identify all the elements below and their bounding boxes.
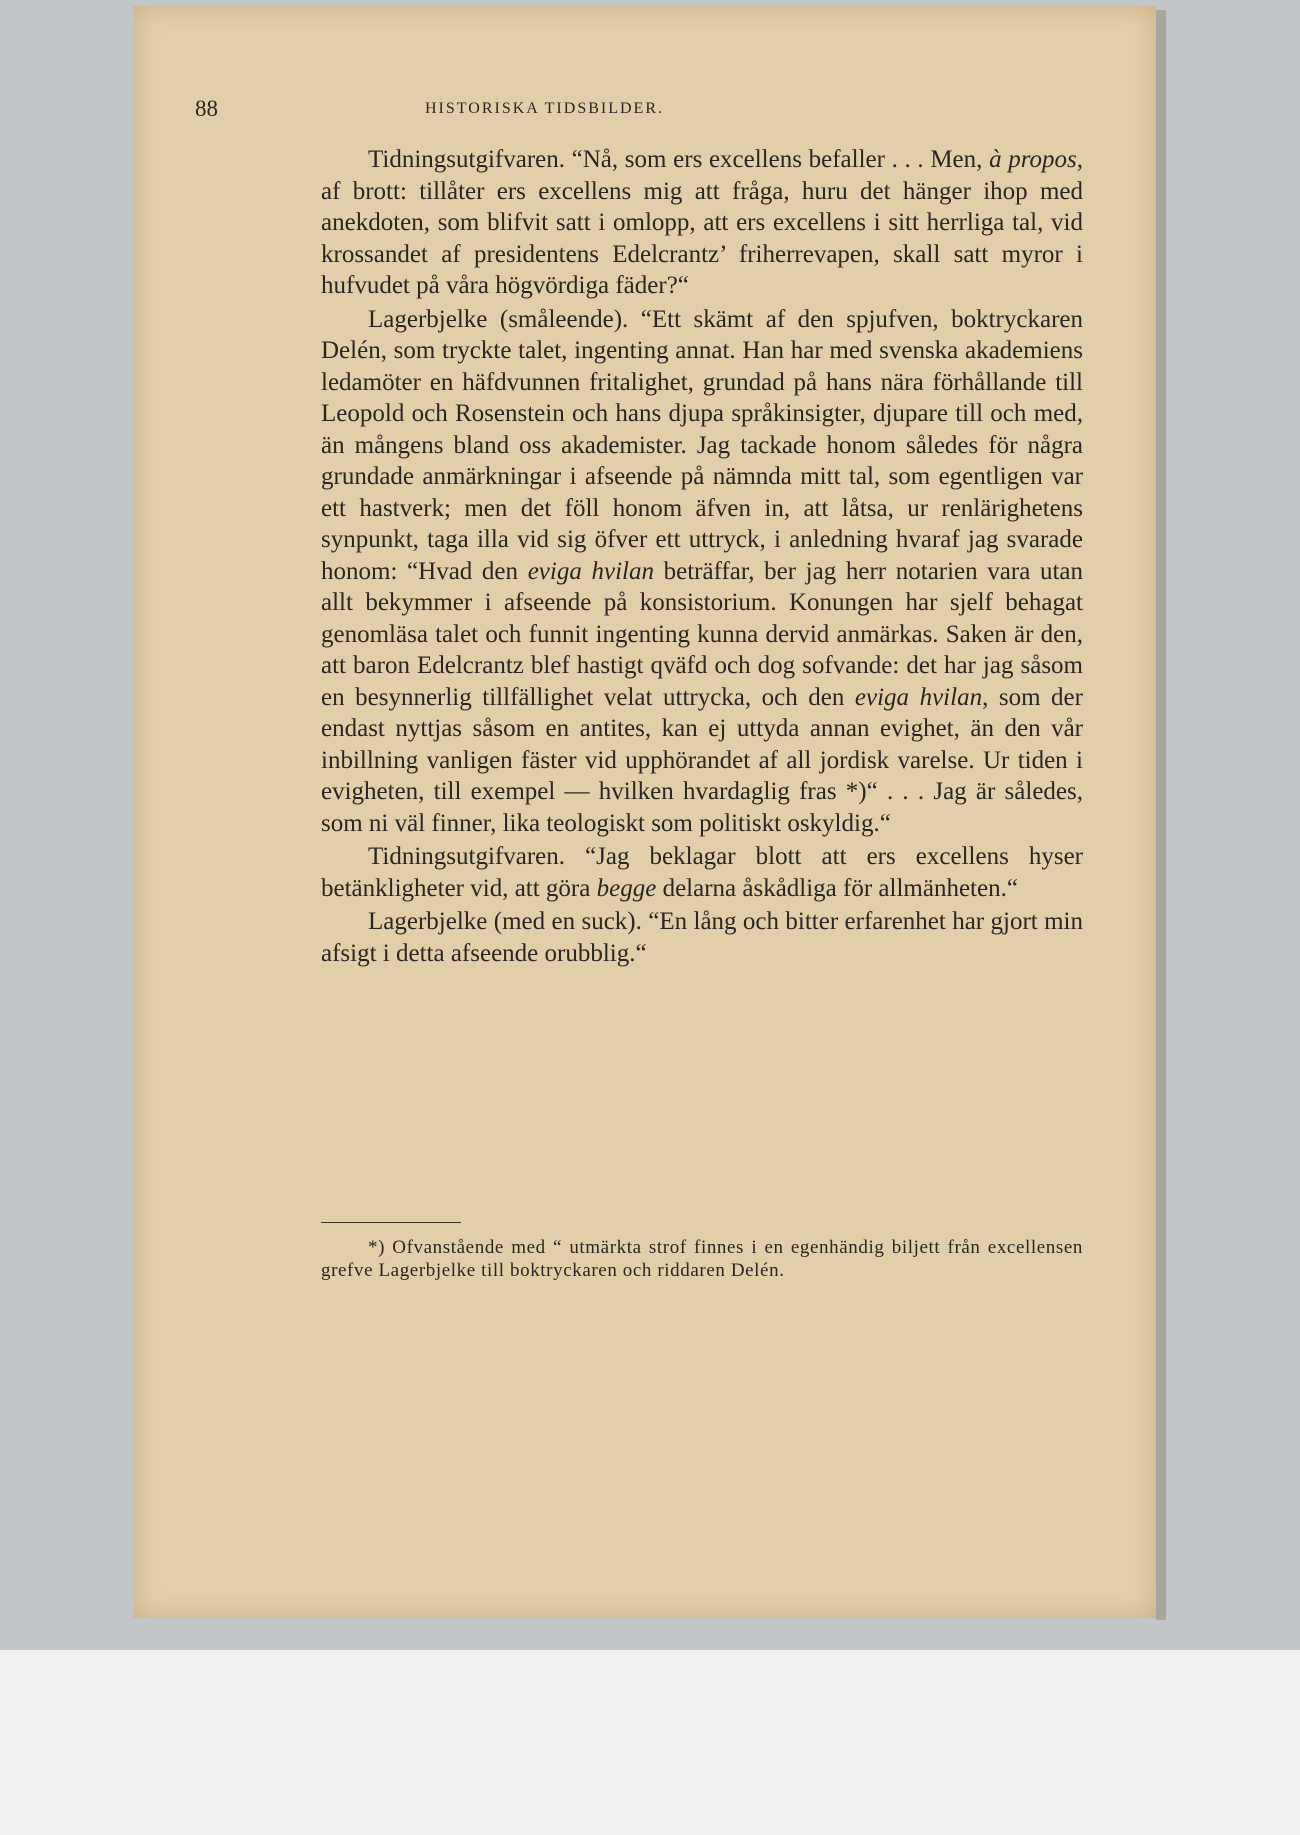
footnote: *) Ofvanstående med “ utmärkta strof finnes i en egenhändig biljett från excellensen grefve Lagerbjelke till boktryckaren och riddaren Delén. [321, 1237, 1083, 1281]
page-edge-shadow [1156, 10, 1166, 1620]
paragraph: Lagerbjelke (småleende). “Ett skämt af den spjufven, boktryckaren Delén, som tryckte talet, ingenting annat. Han har med svenska akademiens ledamöter en häfdvunnen fritalighet, grundad på hans nära förhållande till Leopold och Rosenstein och hans djupa språkinsigter, djupare till och med, än mångens bland oss akademister. Jag tackade honom således för några grundade anmärkningar i afseende på nämnda mitt tal, som egentligen var ett hastverk; men det föll honom äfven in, att låtsa, ur renlärighetens synpunkt, taga illa vid sig öfver ett uttryck, i anledning hvaraf jag svarade honom: “Hvad den eviga hvilan beträffar, ber jag herr notarien vara utan allt bekymmer i afseende på konsistorium. Konungen har sjelf behagat genomläsa talet och funnit ingenting kunna dervid anmärkas. Saken är den, att baron Edelcrantz blef hastigt qväfd och dog sofvande: det har jag såsom en besynnerlig tillfällighet velat uttrycka, och den eviga hvilan, som der endast nyttjas såsom en antites, kan ej uttyda annan evighet, än den vår inbillning vanligen fäster vid upphörandet af all jordisk varelse. Ur tiden i evigheten, till exempel — hvilken hvardaglig fras *)“ . . . Jag är således, som ni väl finner, lika teologiskt som politiskt oskyldig.“ [321, 305, 1084, 837]
paragraph: Tidningsutgifvaren. “Jag beklagar blott att ers excellens hyser betänkligheter vid, att göra begge delarna åskådliga för allmänheten.“ [321, 843, 1083, 902]
scanner-background [0, 1650, 1300, 1835]
footnote-rule [321, 1222, 461, 1223]
paragraph: Lagerbjelke (med en suck). “En lång och bitter erfarenhet har gjort min afsigt i detta afseende orubblig.“ [321, 908, 1083, 967]
running-title: HISTORISKA TIDSBILDER. [425, 100, 664, 117]
paragraph: Tidningsutgifvaren. “Nå, som ers excellens befaller . . . Men, à propos, af brott: tillåter ers excellens mig att fråga, huru det hänger ihop med anekdoten, som blifvit satt i omlopp, att ers excellens i sitt herrliga tal, vid krossandet af presidentens Edelcrantz’ friherrevapen, skall satt myror i hufvudet på våra högvördiga fäder?“ [321, 146, 1084, 299]
running-header [195, 96, 1170, 124]
page-number: 88 [195, 96, 218, 121]
body-text [321, 144, 1083, 971]
